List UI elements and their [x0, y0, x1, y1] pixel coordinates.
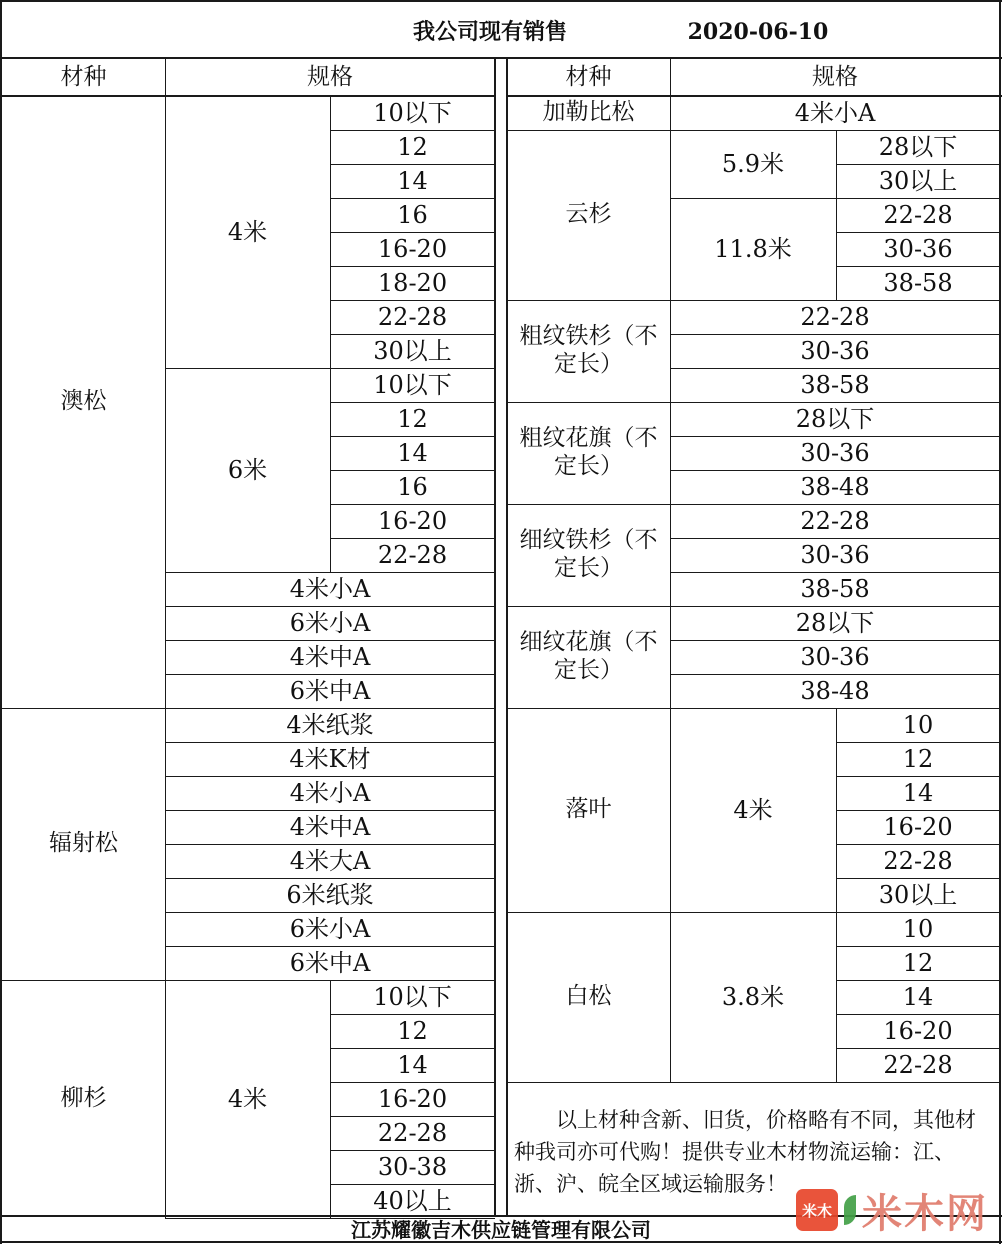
grid-line: [836, 912, 837, 1082]
right-header-species: 材种: [565, 63, 612, 90]
right-size-cell: 22-28: [883, 846, 953, 875]
grid-line: [0, 95, 495, 97]
grid-line: [165, 912, 495, 913]
grid-line: [670, 300, 671, 402]
grid-line: [507, 606, 1000, 607]
left-header-species: 材种: [60, 63, 107, 90]
left-size-cell: 30-38: [377, 1152, 448, 1181]
left-length-cell: 4米: [227, 217, 268, 246]
grid-line: [330, 130, 495, 131]
left-size-cell: 16-20: [377, 234, 448, 263]
grid-line: [165, 606, 495, 607]
grid-line: [836, 164, 1000, 165]
grid-line: [836, 266, 1000, 267]
left-spec-cell: 4米中A: [289, 642, 371, 671]
footer-company-name: 江苏耀徽吉木供应链管理有限公司: [351, 1218, 651, 1242]
left-spec-cell: 6米纸浆: [286, 880, 374, 909]
left-spec-cell: 4米纸浆: [286, 710, 374, 739]
right-size-cell: 38-58: [883, 268, 953, 297]
grid-line: [330, 980, 331, 1218]
left-length-cell: 6米: [227, 455, 268, 484]
grid-line: [165, 742, 495, 743]
left-spec-cell: 4米小A: [289, 778, 371, 807]
grid-line: [670, 674, 1000, 675]
left-size-cell: 10以下: [373, 982, 452, 1011]
right-spec-cell: 22-28: [800, 302, 870, 331]
right-spec-cell: 38-58: [800, 370, 870, 399]
grid-line: [165, 776, 495, 777]
left-spec-cell: 4米K材: [289, 744, 371, 773]
right-species-cell: 云杉: [565, 201, 612, 228]
left-size-cell: 30以上: [373, 336, 452, 365]
left-size-cell: 10以下: [373, 98, 452, 127]
left-species-cell: 柳杉: [60, 1085, 107, 1112]
left-spec-cell: 4米大A: [289, 846, 371, 875]
grid-line: [670, 368, 1000, 369]
grid-line: [330, 164, 495, 165]
grid-line: [330, 300, 495, 301]
left-size-cell: 22-28: [377, 302, 448, 331]
right-length-cell: 5.9米: [721, 149, 785, 178]
right-spec-cell: 30-36: [800, 336, 870, 365]
note-text: 以上材种含新、旧货，价格略有不同，其他材种我司亦可代购！提供专业木材物流运输：江、浙、沪、皖全区域运输服务！: [514, 1108, 976, 1196]
grid-line: [165, 946, 495, 947]
left-length-cell: 4米: [227, 1084, 268, 1113]
grid-line: [330, 266, 495, 267]
watermark-logo-badge: 米木: [796, 1189, 838, 1231]
grid-line: [330, 198, 495, 199]
grid-line: [330, 1150, 495, 1151]
grid-line: [999, 0, 1001, 1244]
right-spec-cell: 38-48: [800, 676, 870, 705]
left-spec-cell: 6米中A: [289, 676, 371, 705]
left-size-cell: 14: [397, 166, 428, 195]
grid-line: [330, 436, 495, 437]
grid-line: [670, 198, 1000, 199]
right-spec-cell: 28以下: [795, 608, 875, 637]
grid-line: [670, 572, 1000, 573]
right-size-cell: 30-36: [883, 234, 953, 263]
grid-line: [670, 436, 1000, 437]
right-size-cell: 12: [902, 744, 934, 773]
right-species-cell: 加勒比松: [542, 99, 635, 126]
left-size-cell: 10以下: [373, 370, 452, 399]
watermark-text: 米木网: [862, 1190, 988, 1237]
grid-line: [330, 368, 331, 572]
leaf-icon: [844, 1195, 856, 1225]
grid-line: [670, 96, 671, 130]
grid-line: [165, 58, 166, 96]
grid-line: [165, 878, 495, 879]
grid-line: [507, 95, 1002, 97]
grid-line: [165, 708, 166, 980]
grid-line: [165, 640, 495, 641]
grid-line: [506, 58, 508, 1216]
right-size-cell: 28以下: [878, 132, 958, 161]
grid-line: [836, 878, 1000, 879]
grid-line: [330, 504, 495, 505]
right-spec-cell: 30-36: [800, 438, 870, 467]
grid-line: [165, 572, 495, 573]
grid-line: [670, 58, 671, 96]
left-size-cell: 16-20: [377, 1084, 448, 1113]
grid-line: [836, 980, 1000, 981]
grid-line: [330, 1082, 495, 1083]
grid-line: [836, 742, 1000, 743]
left-spec-cell: 6米小A: [289, 608, 371, 637]
grid-line: [836, 130, 837, 198]
right-size-cell: 12: [902, 948, 934, 977]
grid-line: [0, 57, 1002, 59]
grid-line: [165, 810, 495, 811]
right-species-cell: 落叶: [565, 796, 612, 823]
right-size-cell: 22-28: [883, 1050, 953, 1079]
grid-line: [330, 1184, 495, 1185]
grid-line: [330, 96, 331, 368]
grid-line: [507, 1082, 1000, 1083]
right-species-cell: 细纹铁杉（不定长）: [519, 527, 658, 581]
grid-line: [836, 708, 837, 912]
right-size-cell: 14: [902, 982, 934, 1011]
grid-line: [330, 232, 495, 233]
grid-line: [165, 980, 166, 1218]
right-species-cell: 粗纹铁杉（不定长）: [519, 323, 658, 377]
grid-line: [836, 844, 1000, 845]
grid-line: [0, 708, 495, 709]
right-spec-cell: 38-58: [800, 574, 870, 603]
left-spec-cell: 6米中A: [289, 948, 371, 977]
grid-line: [670, 912, 671, 1082]
right-size-cell: 10: [902, 710, 934, 739]
grid-line: [165, 96, 166, 708]
left-species-cell: 辐射松: [49, 830, 118, 857]
grid-line: [507, 300, 1000, 301]
grid-line: [670, 402, 671, 504]
grid-line: [0, 0, 1002, 2]
grid-line: [0, 980, 495, 981]
right-spec-cell: 4米小A: [794, 98, 876, 127]
grid-line: [836, 1048, 1000, 1049]
right-spec-cell: 38-48: [800, 472, 870, 501]
grid-line: [670, 504, 671, 606]
left-size-cell: 12: [397, 1016, 428, 1045]
left-size-cell: 22-28: [377, 1118, 448, 1147]
left-size-cell: 16: [397, 472, 428, 501]
grid-line: [836, 776, 1000, 777]
grid-line: [670, 708, 671, 912]
grid-line: [165, 844, 495, 845]
grid-line: [507, 504, 1000, 505]
grid-line: [507, 708, 1000, 709]
grid-line: [330, 538, 495, 539]
right-length-cell: 4米: [733, 795, 773, 824]
left-size-cell: 12: [397, 132, 428, 161]
left-species-cell: 澳松: [60, 388, 107, 415]
grid-line: [670, 130, 671, 300]
left-size-cell: 40以上: [373, 1186, 452, 1215]
grid-line: [836, 232, 1000, 233]
right-size-cell: 16-20: [883, 1016, 953, 1045]
grid-line: [165, 674, 495, 675]
title-date: 2020-06-10: [687, 18, 829, 45]
grid-line: [330, 1048, 495, 1049]
grid-line: [0, 0, 2, 1244]
grid-line: [330, 334, 495, 335]
left-size-cell: 12: [397, 404, 428, 433]
right-spec-cell: 22-28: [800, 506, 870, 535]
right-length-cell: 11.8米: [714, 234, 792, 263]
right-species-cell: 白松: [565, 983, 612, 1010]
grid-line: [507, 912, 1000, 913]
right-size-cell: 22-28: [883, 200, 953, 229]
grid-line: [330, 470, 495, 471]
right-size-cell: 30以上: [878, 166, 958, 195]
right-spec-cell: 30-36: [800, 642, 870, 671]
grid-line: [836, 946, 1000, 947]
left-size-cell: 16: [397, 200, 428, 229]
left-size-cell: 22-28: [377, 540, 448, 569]
right-spec-cell: 30-36: [800, 540, 870, 569]
left-spec-cell: 4米小A: [289, 574, 371, 603]
right-length-cell: 3.8米: [721, 982, 785, 1011]
grid-line: [330, 402, 495, 403]
grid-line: [670, 334, 1000, 335]
grid-line: [670, 640, 1000, 641]
grid-line: [836, 1014, 1000, 1015]
left-size-cell: 16-20: [377, 506, 448, 535]
grid-line: [836, 810, 1000, 811]
grid-line: [330, 1014, 495, 1015]
right-header-spec: 规格: [812, 63, 858, 90]
grid-line: [670, 538, 1000, 539]
right-species-cell: 粗纹花旗（不定长）: [519, 425, 658, 479]
right-size-cell: 16-20: [883, 812, 953, 841]
grid-line: [330, 1116, 495, 1117]
grid-line: [670, 470, 1000, 471]
right-size-cell: 14: [902, 778, 934, 807]
right-spec-cell: 28以下: [795, 404, 875, 433]
site-watermark: [796, 1184, 992, 1236]
grid-line: [507, 402, 1000, 403]
grid-line: [670, 606, 671, 708]
title-company-sales: 我公司现有销售: [412, 18, 567, 45]
left-spec-cell: 6米小A: [289, 914, 371, 943]
grid-line: [507, 130, 1000, 131]
left-header-spec: 规格: [307, 63, 353, 90]
right-size-cell: 30以上: [878, 880, 958, 909]
left-size-cell: 14: [397, 438, 428, 467]
grid-line: [836, 198, 837, 300]
right-species-cell: 细纹花旗（不定长）: [519, 629, 658, 683]
left-spec-cell: 4米中A: [289, 812, 371, 841]
left-size-cell: 14: [397, 1050, 428, 1079]
left-size-cell: 18-20: [377, 268, 448, 297]
right-size-cell: 10: [902, 914, 934, 943]
